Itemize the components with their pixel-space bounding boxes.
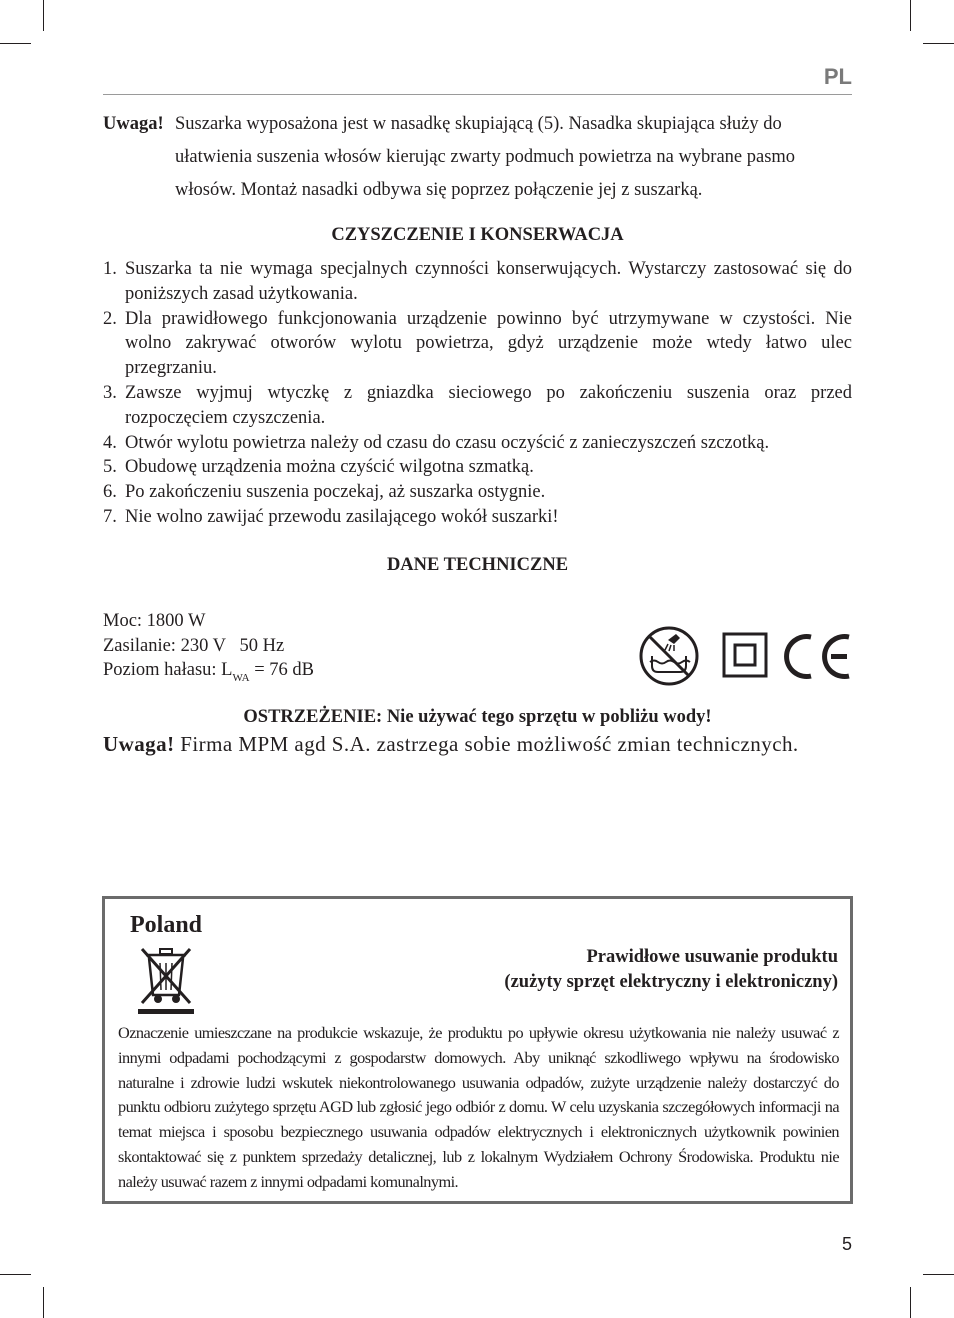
list-item xyxy=(103,431,852,456)
firm-note-text: Firma MPM agd S.A. zastrzega sobie możliwość zmian technicznych. xyxy=(174,732,799,756)
item-text: Otwór wylotu powietrza należy od czasu do czasu oczyścić z zanieczyszczeń szczotką. xyxy=(125,432,770,453)
noise-spec xyxy=(103,658,314,691)
item-number: 3. xyxy=(103,382,117,403)
item-text: Suszarka ta nie wymaga specjalnych czynności konserwujących. Wystarczy zastosować się do poniższych zasad użytkowania. xyxy=(125,259,852,304)
item-text: Dla prawidłowego funkcjonowania urządzenie powinno być utrzymywane w czystości. Nie wolno zakrywać otworów wylotu powietrza, gdyż urządzenie może wtedy łatwo ulec przegrzaniu. xyxy=(125,308,852,379)
crossed-bin-icon xyxy=(136,943,196,1015)
list-item xyxy=(103,381,852,431)
list-item xyxy=(103,505,852,530)
country-label: Poland xyxy=(130,912,203,938)
item-text: Obudowę urządzenia można czyścić wilgotna szmatką. xyxy=(125,457,534,478)
tech-heading: DANE TECHNICZNE xyxy=(386,555,569,575)
crop-mark xyxy=(43,0,44,31)
item-text: Nie wolno zawijać przewodu zasilającego wokół suszarki! xyxy=(125,506,559,527)
tech-specs xyxy=(103,609,314,691)
ce-mark-icon xyxy=(787,637,849,677)
crop-mark xyxy=(43,1287,44,1318)
item-text: Zawsze wyjmuj wtyczkę z gniazdka sieciowego po zakończeniu suszenia oraz przed rozpoczęciem czyszczenia. xyxy=(125,382,852,428)
crop-mark xyxy=(923,1274,954,1275)
supply-spec: Zasilanie: 230 V 50 Hz xyxy=(103,635,285,656)
item-number: 5. xyxy=(103,457,117,478)
disposal-body: Oznaczenie umieszczane na produkcie wskazuje, że produktu po upływie okresu użytkowania nie należy usuwać z innymi odpadami pochodzącymi z gospodarstw domowych. Aby uniknąć szkodliwego wpływu na środowisko naturalne i zdrowie ludzi wskutek niekontrolowanego usuwania odpadów, zużyte urządzenie należy dostarczyć do punktu odbioru zużytego sprzętu AGD lub zgłosić jego odbiór z domu. W celu uzyskania szczegółowych informacji na temat miejsca i sposobu bezpiecznego usuwania odpadów elektrycznych i elektronicznych użytkownik powinien skontaktować się z punktem sprzedaży detalicznej, lub z lokalnym Wydziałem Ochrony Środowiska. Produktu nie należy usuwać razem z innymi odpadami komunalnymi. xyxy=(118,1023,839,1191)
language-label: PL xyxy=(823,64,852,89)
item-number: 1. xyxy=(103,259,117,279)
water-warning: OSTRZEŻENIE: Nie używać tego sprzętu w pobliżu wody! xyxy=(243,707,712,727)
item-number: 4. xyxy=(103,432,117,453)
item-number: 6. xyxy=(103,482,117,503)
double-insulation-icon xyxy=(724,634,766,676)
crop-mark xyxy=(923,43,954,44)
power-spec: Moc: 1800 W xyxy=(103,611,206,631)
item-number: 7. xyxy=(103,506,117,527)
firm-note xyxy=(103,732,863,757)
list-item xyxy=(103,480,852,505)
item-text: Po zakończeniu suszenia poczekaj, aż suszarka ostygnie. xyxy=(125,482,546,503)
certification-icons xyxy=(638,626,854,686)
crop-mark xyxy=(910,0,911,31)
disposal-box xyxy=(102,896,853,1204)
crop-mark xyxy=(0,43,31,44)
list-item xyxy=(103,455,852,480)
header-rule xyxy=(103,94,852,95)
list-item xyxy=(103,257,852,307)
attachment-note xyxy=(103,108,852,207)
disposal-title-line2: (zużyty sprzęt elektryczny i elektroniczny) xyxy=(504,972,838,992)
disposal-title xyxy=(504,945,838,995)
list-item xyxy=(103,307,852,381)
no-water-bath-icon xyxy=(641,628,697,684)
firm-note-label: Uwaga! xyxy=(103,732,175,756)
cleaning-heading: CZYSZCZENIE I KONSERWACJA xyxy=(331,225,624,245)
note-text: Suszarka wyposażona jest w nasadkę skupiającą (5). Nasadka skupiająca służy do ułatwienia suszenia włosów kierując zwarty podmuch powietrza na wybrane pasmo włosów. Montaż nasadki odbywa się poprzez połączenie jej z suszarką. xyxy=(175,114,796,200)
cleaning-list xyxy=(103,257,852,530)
note-label: Uwaga! xyxy=(103,114,164,134)
page-number: 5 xyxy=(841,1234,852,1254)
crop-mark xyxy=(910,1287,911,1318)
item-number: 2. xyxy=(103,308,117,329)
noise-subscript: WA xyxy=(232,672,250,684)
noise-prefix: Poziom hałasu: L xyxy=(103,660,233,680)
disposal-title-line1: Prawidłowe usuwanie produktu xyxy=(586,947,838,967)
noise-value: = 76 dB xyxy=(249,660,314,680)
crop-mark xyxy=(0,1274,31,1275)
